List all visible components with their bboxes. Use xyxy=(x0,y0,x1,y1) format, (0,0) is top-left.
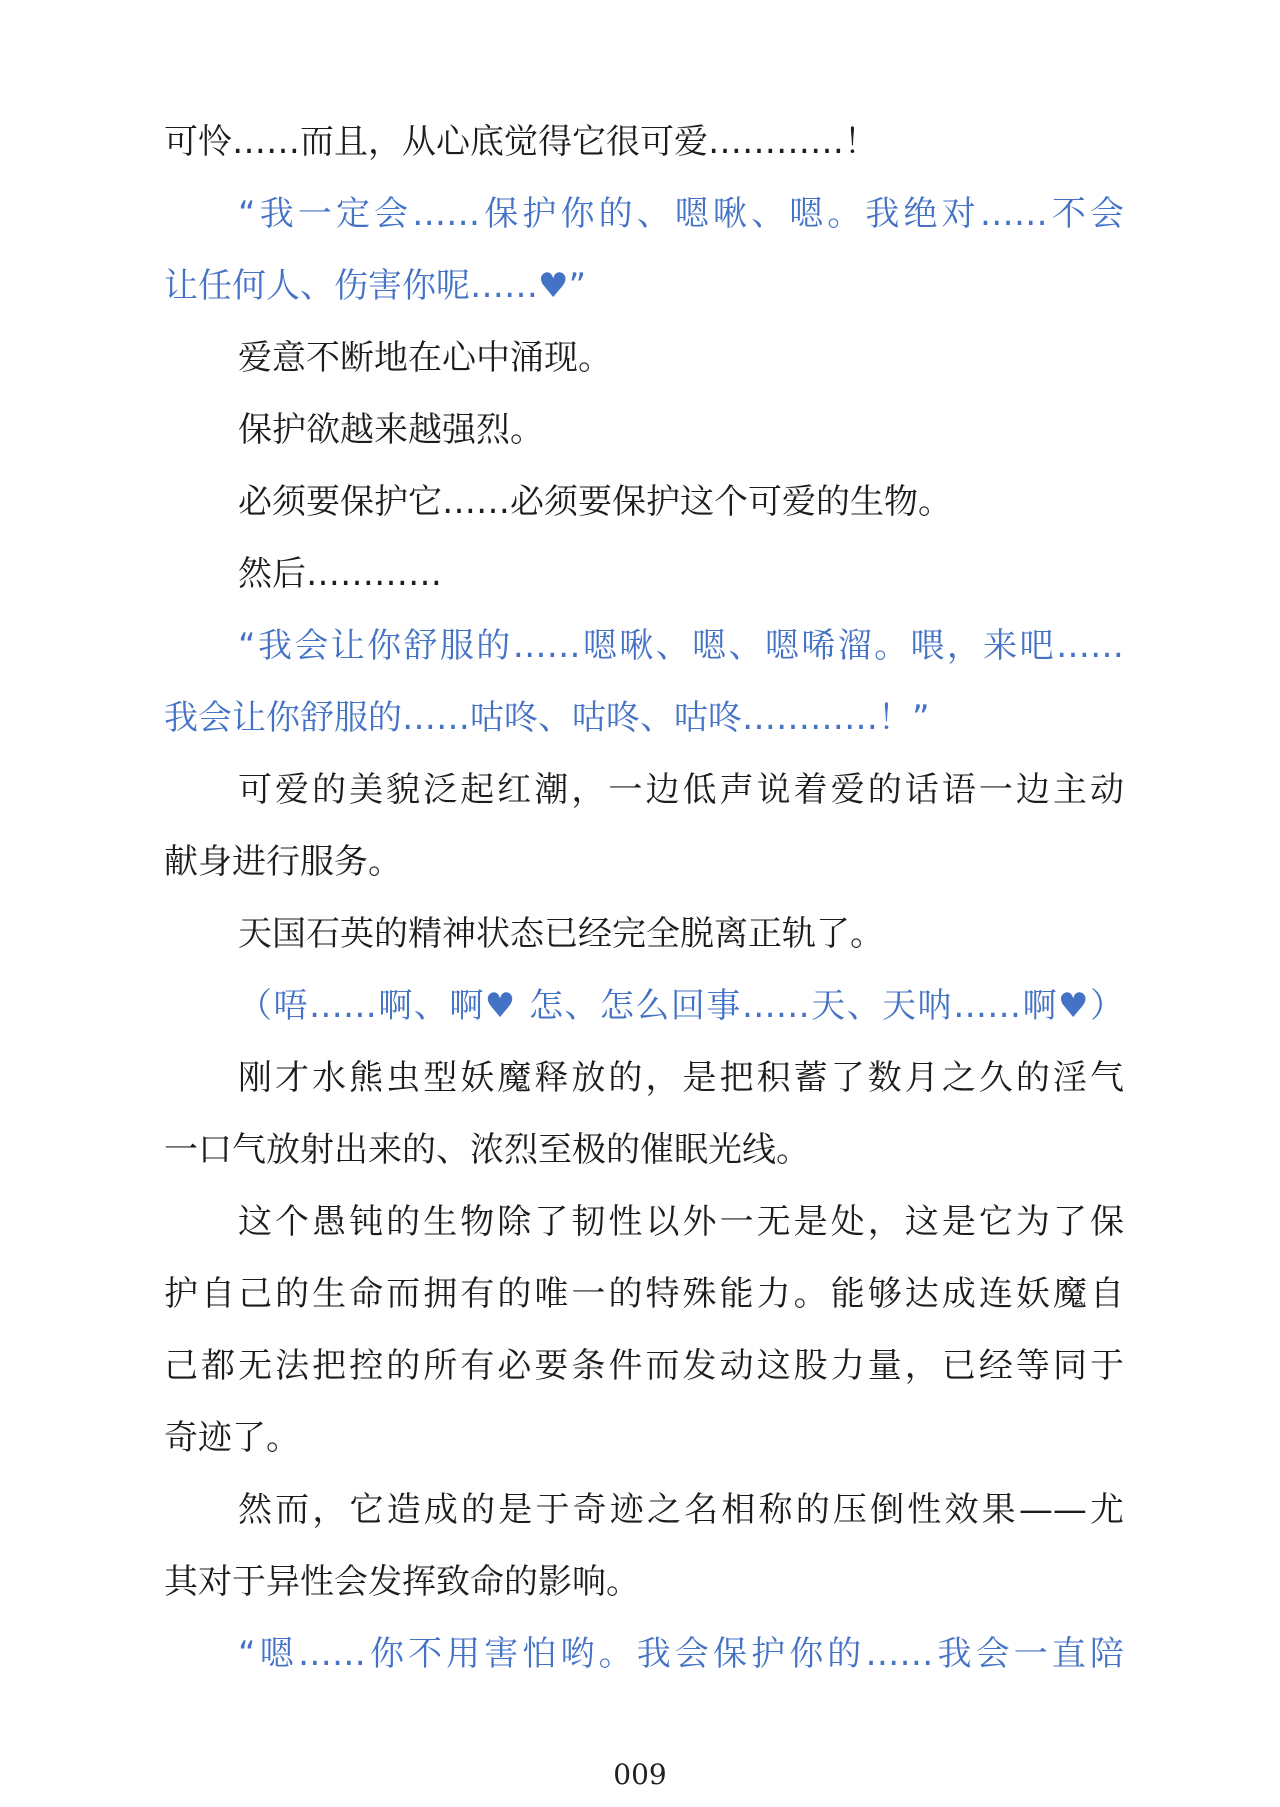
text-line: 刚才水熊虫型妖魔释放的，是把积蓄了数月之久的淫气 xyxy=(238,1058,1124,1098)
text-line: 保护欲越来越强烈。 xyxy=(238,410,544,450)
text-line: 可怜……而且，从心底觉得它很可爱…………！ xyxy=(164,122,878,162)
dialogue-line: 我会让你舒服的……咕咚、咕咚、咕咚…………！” xyxy=(164,698,930,738)
inner-monologue-line: （唔……啊、啊♥ 怎、怎么回事……天、天呐……啊♥） xyxy=(238,986,1124,1026)
page-number: 009 xyxy=(613,1758,667,1791)
text-line: 护自己的生命而拥有的唯一的特殊能力。能够达成连妖魔自 xyxy=(164,1274,1124,1314)
text-line: 一口气放射出来的、浓烈至极的催眠光线。 xyxy=(164,1130,810,1170)
dialogue-line: 让任何人、伤害你呢……♥” xyxy=(164,266,587,306)
text-line: 然而，它造成的是于奇迹之名相称的压倒性效果——尤 xyxy=(238,1490,1124,1530)
dialogue-line: “我一定会……保护你的、嗯啾、嗯。我绝对……不会 xyxy=(238,194,1124,234)
text-line: 天国石英的精神状态已经完全脱离正轨了。 xyxy=(238,914,884,954)
text-line: 这个愚钝的生物除了韧性以外一无是处，这是它为了保 xyxy=(238,1202,1124,1242)
text-line: 爱意不断地在心中涌现。 xyxy=(238,338,612,378)
text-line: 己都无法把控的所有必要条件而发动这股力量，已经等同于 xyxy=(164,1346,1124,1386)
document-body xyxy=(164,106,1124,1690)
text-line: 然后………… xyxy=(238,554,442,594)
text-line: 可爱的美貌泛起红潮，一边低声说着爱的话语一边主动 xyxy=(238,770,1124,810)
dialogue-line: “我会让你舒服的……嗯啾、嗯、嗯唏溜。喂，来吧…… xyxy=(238,626,1124,666)
text-line: 其对于异性会发挥致命的影响。 xyxy=(164,1562,640,1602)
text-line: 献身进行服务。 xyxy=(164,842,402,882)
text-line: 必须要保护它……必须要保护这个可爱的生物。 xyxy=(238,482,952,522)
text-line: 奇迹了。 xyxy=(164,1418,300,1458)
dialogue-line: “嗯……你不用害怕哟。我会保护你的……我会一直陪 xyxy=(238,1634,1124,1674)
